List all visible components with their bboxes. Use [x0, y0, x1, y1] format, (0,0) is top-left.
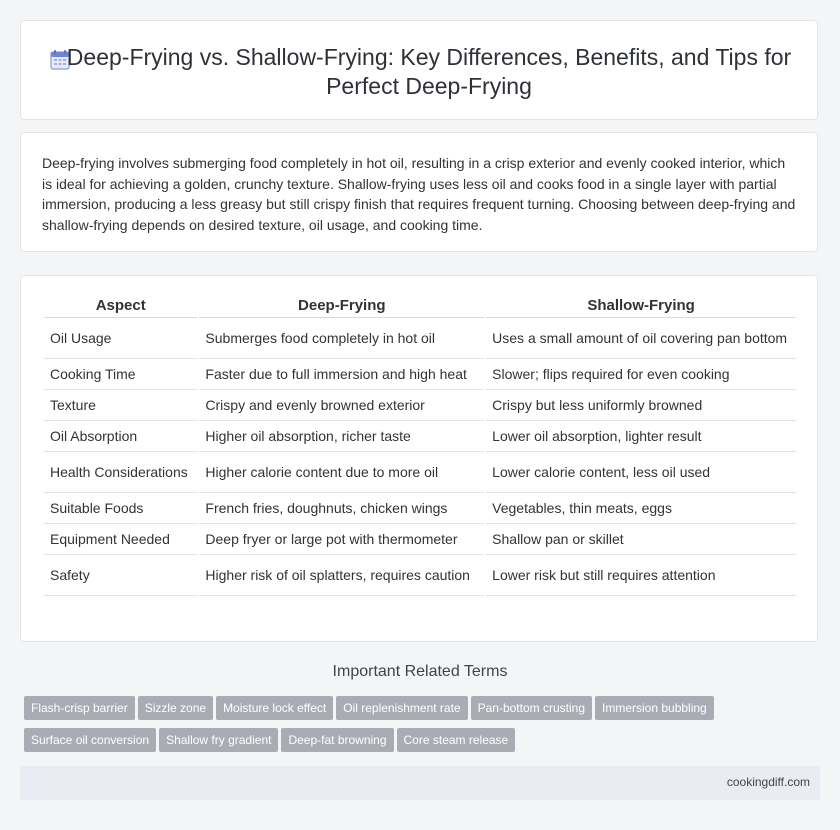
cell-shallow: Uses a small amount of oil covering pan bottom [486, 318, 796, 359]
intro-card [20, 132, 818, 252]
header-aspect: Aspect [44, 293, 197, 318]
header-card [20, 20, 818, 120]
page-title: Deep-Frying vs. Shallow-Frying: Key Differences, Benefits, and Tips for Perfect Deep-Frying [66, 44, 792, 99]
tag-link[interactable]: Oil replenishment rate [336, 696, 467, 720]
cell-deep: Deep fryer or large pot with thermometer [199, 524, 484, 555]
cell-aspect: Oil Usage [44, 318, 197, 359]
related-tags [24, 696, 824, 760]
cell-aspect: Oil Absorption [44, 421, 197, 452]
table-row [44, 493, 796, 524]
cell-shallow: Lower oil absorption, lighter result [486, 421, 796, 452]
cell-deep: Submerges food completely in hot oil [199, 318, 484, 359]
tag-link[interactable]: Deep-fat browning [281, 728, 393, 752]
table-row [44, 421, 796, 452]
comparison-table [42, 293, 798, 596]
cell-aspect: Suitable Foods [44, 493, 197, 524]
tag-link[interactable]: Shallow fry gradient [159, 728, 278, 752]
tag-link[interactable]: Sizzle zone [138, 696, 213, 720]
table-row [44, 359, 796, 390]
tag-link[interactable]: Surface oil conversion [24, 728, 156, 752]
related-terms-title: Important Related Terms [332, 663, 508, 680]
cell-deep: Higher oil absorption, richer taste [199, 421, 484, 452]
cell-deep: French fries, doughnuts, chicken wings [199, 493, 484, 524]
table-row [44, 390, 796, 421]
tag-link[interactable]: Pan-bottom crusting [471, 696, 592, 720]
table-row [44, 524, 796, 555]
cell-aspect: Health Considerations [44, 452, 197, 493]
cell-aspect: Equipment Needed [44, 524, 197, 555]
footer-site-link[interactable]: cookingdiff.com [726, 775, 810, 789]
table-row [44, 318, 796, 359]
cell-shallow: Lower risk but still requires attention [486, 555, 796, 596]
cell-deep: Higher calorie content due to more oil [199, 452, 484, 493]
tag-link[interactable]: Moisture lock effect [216, 696, 333, 720]
table-row [44, 555, 796, 596]
cell-deep: Faster due to full immersion and high heat [199, 359, 484, 390]
cell-aspect: Cooking Time [44, 359, 197, 390]
tag-link[interactable]: Flash-crisp barrier [24, 696, 135, 720]
cell-deep: Crispy and evenly browned exterior [199, 390, 484, 421]
cell-shallow: Vegetables, thin meats, eggs [486, 493, 796, 524]
cell-shallow: Slower; flips required for even cooking [486, 359, 796, 390]
cell-deep: Higher risk of oil splatters, requires caution [199, 555, 484, 596]
cell-aspect: Safety [44, 555, 197, 596]
cell-shallow: Lower calorie content, less oil used [486, 452, 796, 493]
comparison-card [20, 275, 818, 642]
footer [20, 766, 820, 800]
cell-shallow: Crispy but less uniformly browned [486, 390, 796, 421]
table-header-row [44, 293, 796, 318]
tag-link[interactable]: Core steam release [397, 728, 516, 752]
header-shallow-frying: Shallow-Frying [486, 293, 796, 318]
cell-aspect: Texture [44, 390, 197, 421]
tag-link[interactable]: Immersion bubbling [595, 696, 714, 720]
intro-paragraph: Deep-frying involves submerging food completely in hot oil, resulting in a crisp exterior and evenly cooked interior, which is ideal for achieving a golden, crunchy texture. Shallow-frying uses less oil and cooks food in a single layer with partial immersion, producing a less greasy but still crispy finish that requires frequent turning. Choosing between deep-frying and shallow-frying depends on desired texture, oil usage, and cooking time. [42, 155, 796, 233]
table-row [44, 452, 796, 493]
cell-shallow: Shallow pan or skillet [486, 524, 796, 555]
header-deep-frying: Deep-Frying [199, 293, 484, 318]
